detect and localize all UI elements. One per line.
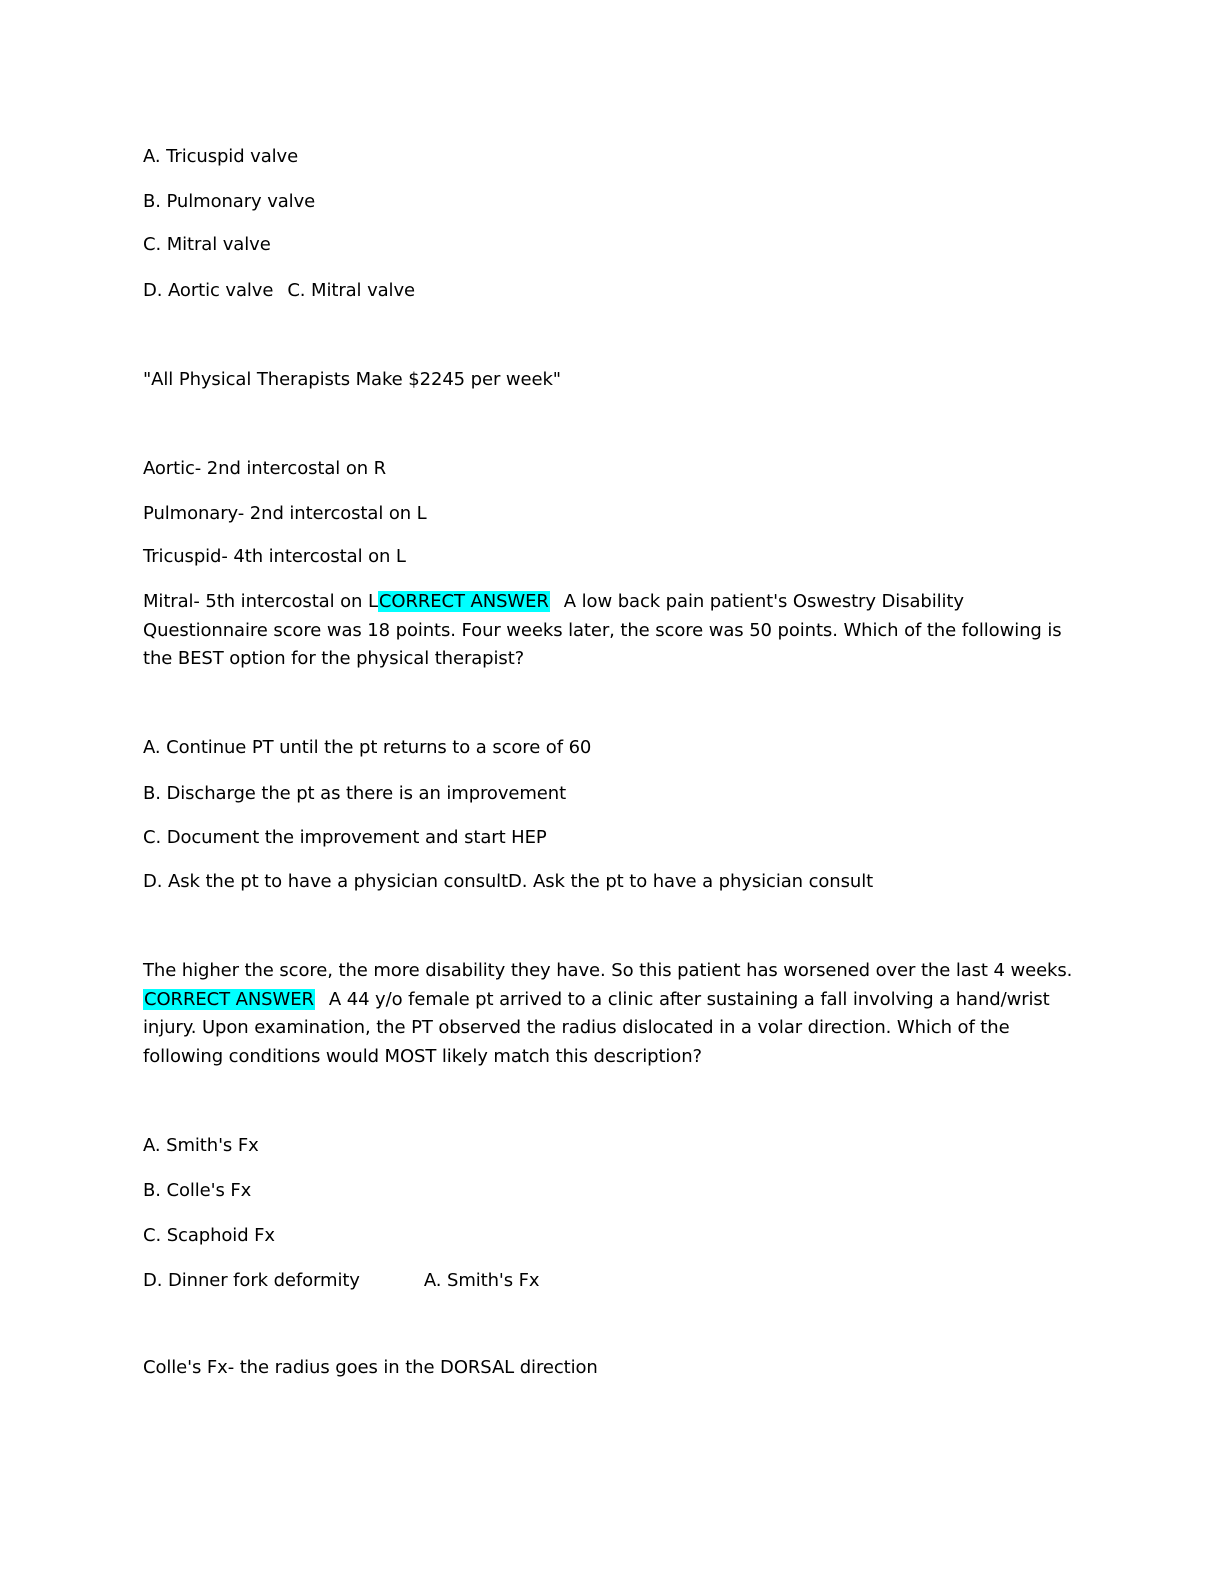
q1-option-a: A. Tricuspid valve <box>143 146 299 167</box>
auscultation-mitral: Mitral- 5th intercostal on L <box>143 591 378 612</box>
q3-stem: A 44 y/o female pt arrived to a clinic after sustaining a fall involving a hand/wrist injury. Upon examination, the PT observed the radius dislocated in a volar direction. Which of the following conditions would MOST likely match this description? <box>143 988 1050 1067</box>
q1-option-d: D. Aortic valve <box>143 280 274 301</box>
auscultation-aortic: Aortic- 2nd intercostal on R <box>143 458 387 479</box>
q2-block <box>143 588 1083 674</box>
q2-stem: A low back pain patient's Oswestry Disability Questionnaire score was 18 points. Four weeks later, the score was 50 points. Which of the following is the BEST option for the physical therapist? <box>143 591 1062 669</box>
q3-option-c: C. Scaphoid Fx <box>143 1225 275 1246</box>
q3-rationale: Colle's Fx- the radius goes in the DORSAL direction <box>143 1357 598 1378</box>
q2-rationale: The higher the score, the more disability they have. So this patient has worsened over the last 4 weeks. <box>143 960 1073 981</box>
q3-block <box>143 957 1083 1071</box>
q2-option-a: A. Continue PT until the pt returns to a score of 60 <box>143 737 592 758</box>
q3-option-b: B. Colle's Fx <box>143 1180 252 1201</box>
auscultation-pulmonary: Pulmonary- 2nd intercostal on L <box>143 503 427 524</box>
mnemonic: "All Physical Therapists Make $2245 per week" <box>143 369 561 390</box>
q1-option-d-line <box>143 277 1083 306</box>
q1-answer: C. Mitral valve <box>287 280 415 301</box>
correct-answer-badge: CORRECT ANSWER <box>378 591 549 612</box>
q3-answer: A. Smith's Fx <box>423 1270 540 1291</box>
q3-option-a: A. Smith's Fx <box>143 1135 259 1156</box>
q1-option-b: B. Pulmonary valve <box>143 191 316 212</box>
q2-option-d: D. Ask the pt to have a physician consult <box>143 871 509 892</box>
q1-option-c: C. Mitral valve <box>143 234 271 255</box>
q3-option-d-line <box>143 1267 1083 1296</box>
q3-option-d: D. Dinner fork deformity <box>143 1270 360 1291</box>
q2-option-d-line <box>143 868 1083 897</box>
q2-answer: D. Ask the pt to have a physician consult <box>508 871 874 892</box>
q2-option-c: C. Document the improvement and start HEP <box>143 827 547 848</box>
auscultation-tricuspid: Tricuspid- 4th intercostal on L <box>143 546 406 567</box>
q2-option-b: B. Discharge the pt as there is an improvement <box>143 783 567 804</box>
correct-answer-badge: CORRECT ANSWER <box>144 988 314 1010</box>
